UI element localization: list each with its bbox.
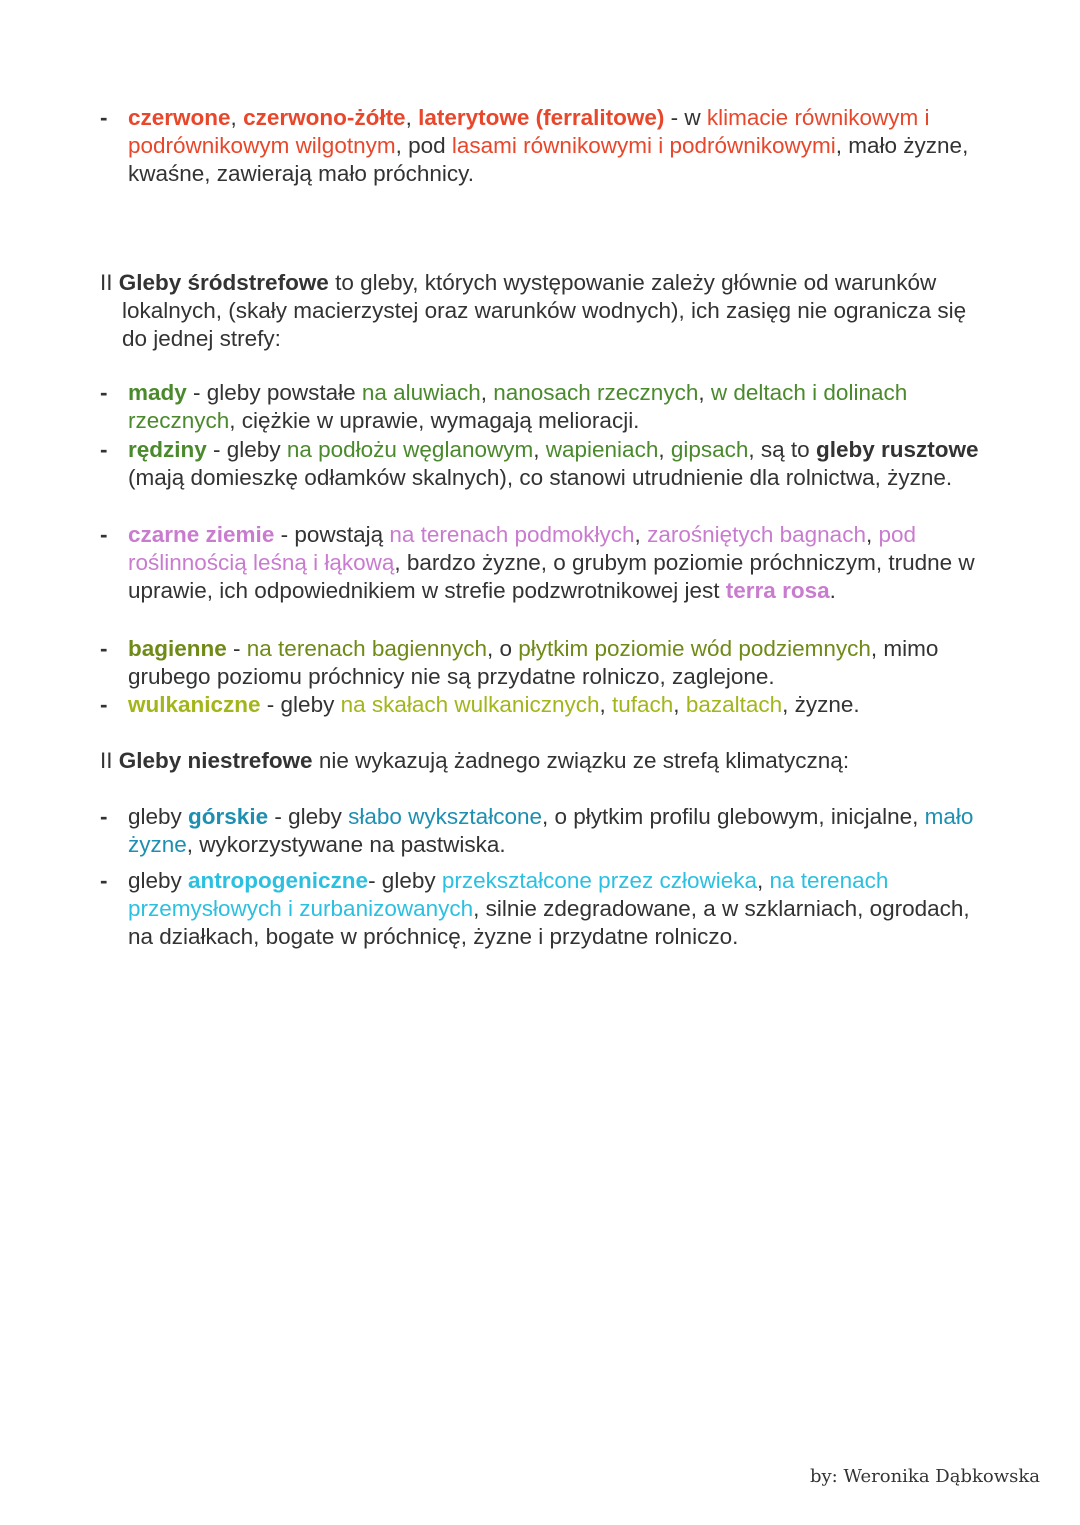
text-segment: , xyxy=(673,692,686,717)
author-credit: by: Weronika Dąbkowska xyxy=(809,1466,1040,1487)
text-segment: . xyxy=(829,578,836,603)
text-segment: , xyxy=(599,692,612,717)
list-dash: - xyxy=(100,105,108,130)
highlight: wapieniach xyxy=(545,437,659,462)
highlight: zarośniętych bagnach xyxy=(647,522,866,547)
term-gorskie: górskie xyxy=(188,804,269,829)
term-wulkaniczne: wulkaniczne xyxy=(128,692,261,717)
term-czarne-ziemie: czarne ziemie xyxy=(128,522,275,547)
text-segment: , ciężkie w uprawie, wymagają melioracji. xyxy=(229,408,640,433)
list-dash: - xyxy=(100,868,108,893)
text-segment: , silnie zdegradowane, a w szklarniach, ogrodach, na działkach, bogate w próchnicę, żyzne i przydatne rolniczo. xyxy=(128,896,970,949)
list-item-czarne-ziemie xyxy=(100,521,1000,605)
highlight: na terenach przemysłowych i zurbanizowanych xyxy=(128,868,889,921)
highlight-lasy: lasami równikowymi i podrównikowymi xyxy=(451,133,836,158)
list-dash: - xyxy=(100,804,108,829)
text-segment: gleby xyxy=(128,868,189,893)
text-segment: - gleby xyxy=(268,804,349,829)
text-segment: , xyxy=(865,522,879,547)
highlight: bazaltach xyxy=(685,692,783,717)
heading-prefix: II xyxy=(100,270,119,295)
heading-title: Gleby niestrefowe xyxy=(118,748,313,773)
heading-prefix: II xyxy=(100,748,119,773)
text-segment: - powstają xyxy=(274,522,390,547)
list-dash: - xyxy=(100,380,108,405)
text-segment: , o xyxy=(486,636,519,661)
term-antropogeniczne: antropogeniczne xyxy=(188,868,369,893)
highlight: słabo wykształcone xyxy=(348,804,542,829)
list-item-gorskie xyxy=(100,803,1000,859)
heading-text: nie wykazują żadnego związku ze strefą klimatyczną: xyxy=(312,748,850,773)
text-segment: , xyxy=(533,437,546,462)
text-segment: - w xyxy=(664,105,707,130)
heading-text: to gleby, których występowanie zależy głównie od warunków lokalnych, (skały macierzystej oraz warunków wodnych), ich zasięg nie ogranicza się do jednej strefy: xyxy=(122,270,967,351)
list-dash: - xyxy=(100,522,108,547)
highlight: tufach xyxy=(612,692,674,717)
highlight: na terenach podmokłych xyxy=(389,522,635,547)
text-segment: , xyxy=(480,380,494,405)
text-segment: , xyxy=(658,437,671,462)
text-segment: , xyxy=(698,380,711,405)
text-segment: - gleby xyxy=(260,692,341,717)
text-segment: gleby xyxy=(128,804,189,829)
text-segment: , xyxy=(230,105,244,130)
highlight: gipsach xyxy=(670,437,749,462)
highlight: na aluwiach xyxy=(361,380,481,405)
highlight: na podłożu węglanowym xyxy=(286,437,534,462)
list-dash: - xyxy=(100,437,108,462)
highlight: pod roślinnością leśną i łąkową xyxy=(128,522,917,575)
list-item-bagienne xyxy=(100,635,1000,691)
text-segment: , mimo grubego poziomu próchnicy nie są przydatne rolniczo, zaglejone. xyxy=(128,636,939,689)
term-czerwono-zolte: czerwono-żółte xyxy=(243,105,406,130)
list-item-redziny xyxy=(100,436,1000,492)
list-item-mady xyxy=(100,379,1000,435)
text-segment: , mało żyzne, kwaśne, zawierają mało próchnicy. xyxy=(128,133,969,186)
list-item-czerwone xyxy=(100,104,1000,188)
highlight: nanosach rzecznych xyxy=(493,380,699,405)
text-segment: , są to xyxy=(748,437,816,462)
text-segment: (mają domieszkę odłamków skalnych), co stanowi utrudnienie dla rolnictwa, żyzne. xyxy=(128,465,953,490)
heading-title: Gleby śródstrefowe xyxy=(118,270,329,295)
section-heading-srodstrefowe xyxy=(100,269,980,353)
list-dash: - xyxy=(100,636,108,661)
highlight: na skałach wulkanicznych xyxy=(340,692,600,717)
highlight-klimat: klimacie równikowym i podrównikowym wilgotnym xyxy=(128,105,930,158)
text-segment: , pod xyxy=(395,133,452,158)
text-segment: - gleby xyxy=(206,437,287,462)
term-laterytowe: laterytowe (ferralitowe) xyxy=(418,105,665,130)
list-item-wulkaniczne xyxy=(100,691,1000,719)
text-segment: - gleby xyxy=(368,868,442,893)
text-segment: - gleby powstałe xyxy=(186,380,362,405)
text-segment: , xyxy=(757,868,770,893)
list-item-antropogeniczne xyxy=(100,867,1000,951)
text-segment: , wykorzystywane na pastwiska. xyxy=(186,832,506,857)
highlight: płytkim poziomie wód podziemnych xyxy=(518,636,871,661)
text-segment: - xyxy=(226,636,247,661)
term-bagienne: bagienne xyxy=(128,636,227,661)
highlight: przekształcone przez człowieka xyxy=(441,868,757,893)
text-segment: , xyxy=(405,105,419,130)
text-segment: , bardzo żyzne, o grubym poziomie próchniczym, trudne w uprawie, ich odpowiednikiem w strefie podzwrotnikowej jest xyxy=(128,550,975,603)
text-segment: , xyxy=(634,522,648,547)
term-gleby-rusztowe: gleby rusztowe xyxy=(815,437,979,462)
text-segment: , żyzne. xyxy=(782,692,860,717)
highlight: na terenach bagiennych xyxy=(246,636,487,661)
highlight: mało żyzne xyxy=(128,804,974,857)
term-terra-rosa: terra rosa xyxy=(725,578,830,603)
highlight: w deltach i dolinach rzecznych xyxy=(128,380,908,433)
term-czerwone: czerwone xyxy=(128,105,231,130)
term-mady: mady xyxy=(128,380,187,405)
term-redziny: rędziny xyxy=(128,437,207,462)
list-dash: - xyxy=(100,692,108,717)
section-heading-niestrefowe xyxy=(100,747,980,775)
text-segment: , o płytkim profilu glebowym, inicjalne, xyxy=(541,804,925,829)
